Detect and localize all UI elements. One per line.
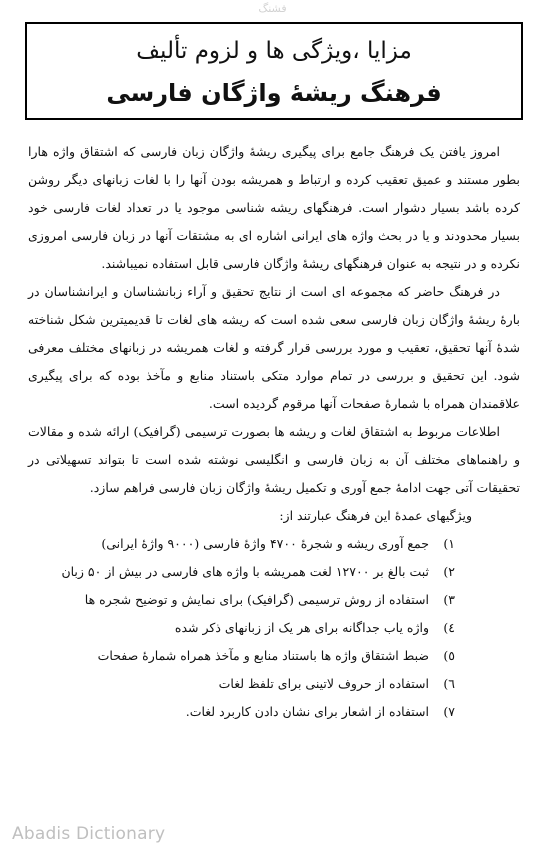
feature-item-5: [28, 642, 455, 670]
feature-list: [28, 530, 520, 726]
feature-number: ۷): [443, 704, 455, 719]
feature-text: ثبت بالغ بر ۱۲۷۰۰ لغت همریشه با واژه های فارسی در بیش از ۵۰ زبان: [61, 564, 429, 579]
top-watermark: فشنگ: [258, 2, 287, 15]
site-watermark: Abadis Dictionary: [12, 824, 166, 844]
feature-number: ۲): [443, 564, 455, 579]
feature-item-3: [28, 586, 455, 614]
feature-number: ۱): [443, 536, 455, 551]
feature-text: استفاده از حروف لاتینی برای تلفظ لغات: [218, 676, 429, 691]
paragraph-3: اطلاعات مربوط به اشتقاق لغات و ریشه ها بصورت ترسیمی (گرافیک) ارائه شده و مقالات و راهنماهای مختلف آن به زبان فارسی و انگلیسی نوشته شده است تا بتواند تسهیلاتی در تحقیقات آتی جهت ادامهٔ جمع آوری و تکمیل ریشهٔ واژگان زبان فارسی فراهم سازد.: [28, 424, 520, 495]
feature-item-1: [28, 530, 455, 558]
title-line-2: فرهنگ ریشهٔ واژگان فارسی: [106, 79, 442, 107]
feature-text: استفاده از اشعار برای نشان دادن کاربرد لغات.: [185, 704, 429, 719]
feature-text: استفاده از روش ترسیمی (گرافیک) برای نمایش و توضیح شجره ها: [84, 592, 429, 607]
title-box: [25, 22, 523, 120]
title-line-1: مزایا ،ویژگی ها و لزوم تألیف: [136, 38, 412, 64]
feature-text: واژه یاب جداگانه برای هر یک از زبانهای ذکر شده: [174, 620, 429, 635]
features-intro: ویژگیهای عمدهٔ این فرهنگ عبارتند از:: [279, 508, 472, 523]
feature-text: ضبط اشتقاق واژه ها باستناد منابع و مآخذ همراه شمارهٔ صفحات: [97, 648, 429, 663]
feature-item-6: [28, 670, 455, 698]
feature-text: جمع آوری ریشه و شجرهٔ ۴۷۰۰ واژهٔ فارسی (۹۰۰۰ واژهٔ ایرانی): [101, 536, 429, 551]
paragraph-1: امروز یافتن یک فرهنگ جامع برای پیگیری ریشهٔ واژگان زبان فارسی که اشتقاق واژه هارا بطور مستند و عمیق تعقیب کرده و ارتباط و همریشه بودن آنها را با لغات زبانهای دیگر روشن کرده باشد بسیار دشوار است. فرهنگهای ریشه شناسی موجود یا در تعداد لغات فارسی خود بسیار محدودند و یا در بحث واژه های ایرانی اشاره ای به مشتقات آنها در زبان فارسی امروزی نکرده و در نتیجه به عنوان فرهنگهای ریشهٔ واژگان فارسی قابل استفاده نمیباشند.: [28, 144, 520, 271]
feature-item-4: [28, 614, 455, 642]
paragraph-2: در فرهنگ حاضر که مجموعه ای است از نتایج تحقیق و آراء زبانشناسان و ایرانشناسان در بارهٔ ریشهٔ واژگان زبان فارسی سعی شده است که ریشه های لغات تا قدیمیترین شکل شناخته شدهٔ آنها تحقیق، تعقیب و مورد بررسی قرار گرفته و لغات همریشه در زبانهای مختلف معرفی شود. این تحقیق و بررسی در تمام موارد متکی باستناد منابع و مآخذ بوده که برای پیگیری علاقمندان همراه با شمارهٔ صفحات آنها مرقوم گردیده است.: [28, 284, 520, 411]
feature-number: ۳): [443, 592, 455, 607]
feature-item-2: [28, 558, 455, 586]
feature-number: ٤): [443, 620, 455, 635]
body-text: [28, 138, 520, 726]
feature-item-7: [28, 698, 455, 726]
feature-number: ٦): [443, 676, 455, 691]
feature-number: ٥): [443, 648, 455, 663]
